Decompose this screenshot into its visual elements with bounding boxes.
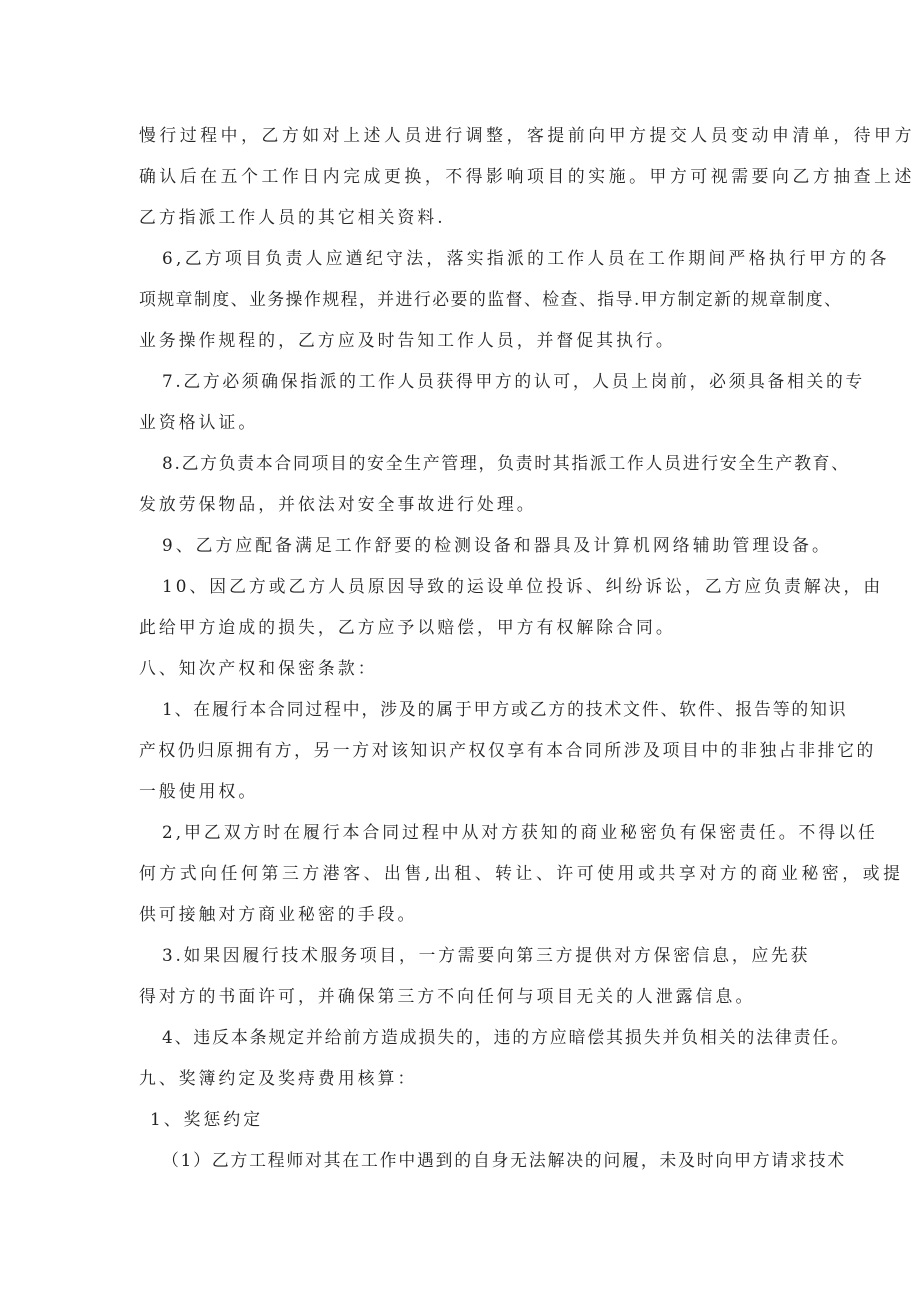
paragraph-line: 3.如果因履行技术服务项目，一方需要向第三方提供对方保密信息，应先获: [162, 945, 811, 965]
paragraph-line: 6,乙方项目负责人应遒纪守法，落实指派的工作人员在工作期间严格执行甲方的各: [162, 248, 890, 268]
paragraph-line: 项规章制度、业务操作规程，并进行必要的监督、检查、指导.甲方制定新的规章制度、: [139, 289, 843, 309]
paragraph-line: 一般使用权。: [139, 781, 259, 801]
paragraph-line: 产权仍归原拥有方，另一方对该知识产权仅享有本合同所涉及项目中的非独占非排它的: [139, 740, 876, 760]
paragraph-line: 9、乙方应配备满足工作舒要的检测设备和器具及计算机网络辅助管理设备。: [162, 535, 832, 555]
paragraph-line: 2,甲乙双方时在履行本合同过程中从对方获知的商业秘密负有保密责任。不得以任: [162, 822, 878, 842]
section-heading: 九、奖簿约定及奖痔费用核算：: [139, 1068, 418, 1088]
section-heading: 八、知次产权和保密条款：: [139, 658, 378, 678]
subsection-heading: 1、奖惩约定: [150, 1109, 264, 1129]
paragraph-line: 慢行过程中，乙方如对上述人员进行调整，客提前向甲方提交人员变动申清单，待甲方: [139, 125, 916, 145]
paragraph-line: 1、在履行本合同过程中，涉及的属于甲方或乙方的技术文件、软件、报告等的知识: [162, 699, 848, 719]
paragraph-line: 乙方指派工作人员的其它相关资料.: [139, 207, 446, 227]
paragraph-line: 10、因乙方或乙方人员原因导致的运设单位投诉、纠纷诉讼，乙方应负责解决，由: [162, 576, 884, 596]
paragraph-line: 何方式向任何第三方港客、出售,出租、转让、许可使用或共享对方的商业秘密，或提: [139, 863, 904, 883]
paragraph-line: 确认后在五个工作日内完成更换，不得影响项目的实施。甲方可视需要向乙方抽查上述: [139, 166, 916, 186]
paragraph-line: 供可接触对方商业秘密的手段。: [139, 904, 418, 924]
paragraph-line: 业务操作规程的，乙方应及时告知工作人员，并督促其执行。: [139, 330, 676, 350]
paragraph-line: 业资格认证。: [139, 412, 259, 432]
paragraph-line: 8.乙方负责本合同项目的安全生产管理，负责时其指派工作人员进行安全生产教育、: [162, 453, 850, 473]
paragraph-line: 此给甲方迨成的损失，乙方应予以赔偿，甲方有权解除合同。: [139, 617, 676, 637]
paragraph-line: 得对方的书面许可，并确保第三方不向任何与项目无关的人泄露信息。: [139, 986, 756, 1006]
paragraph-line: （1）乙方工程师对其在工作中遇到的自身无法解决的问履，未及时向甲方请求技术: [162, 1150, 846, 1170]
paragraph-line: 7.乙方必须确保指派的工作人员获得甲方的认可，人员上岗前，必须具备相关的专: [162, 371, 865, 391]
paragraph-line: 4、违反本条规定并给前方造成损失的，违的方应暗偿其损失并负相关的法律责任。: [162, 1027, 851, 1047]
paragraph-line: 发放劳保物品，并依法对安全事故进行处理。: [139, 494, 537, 514]
